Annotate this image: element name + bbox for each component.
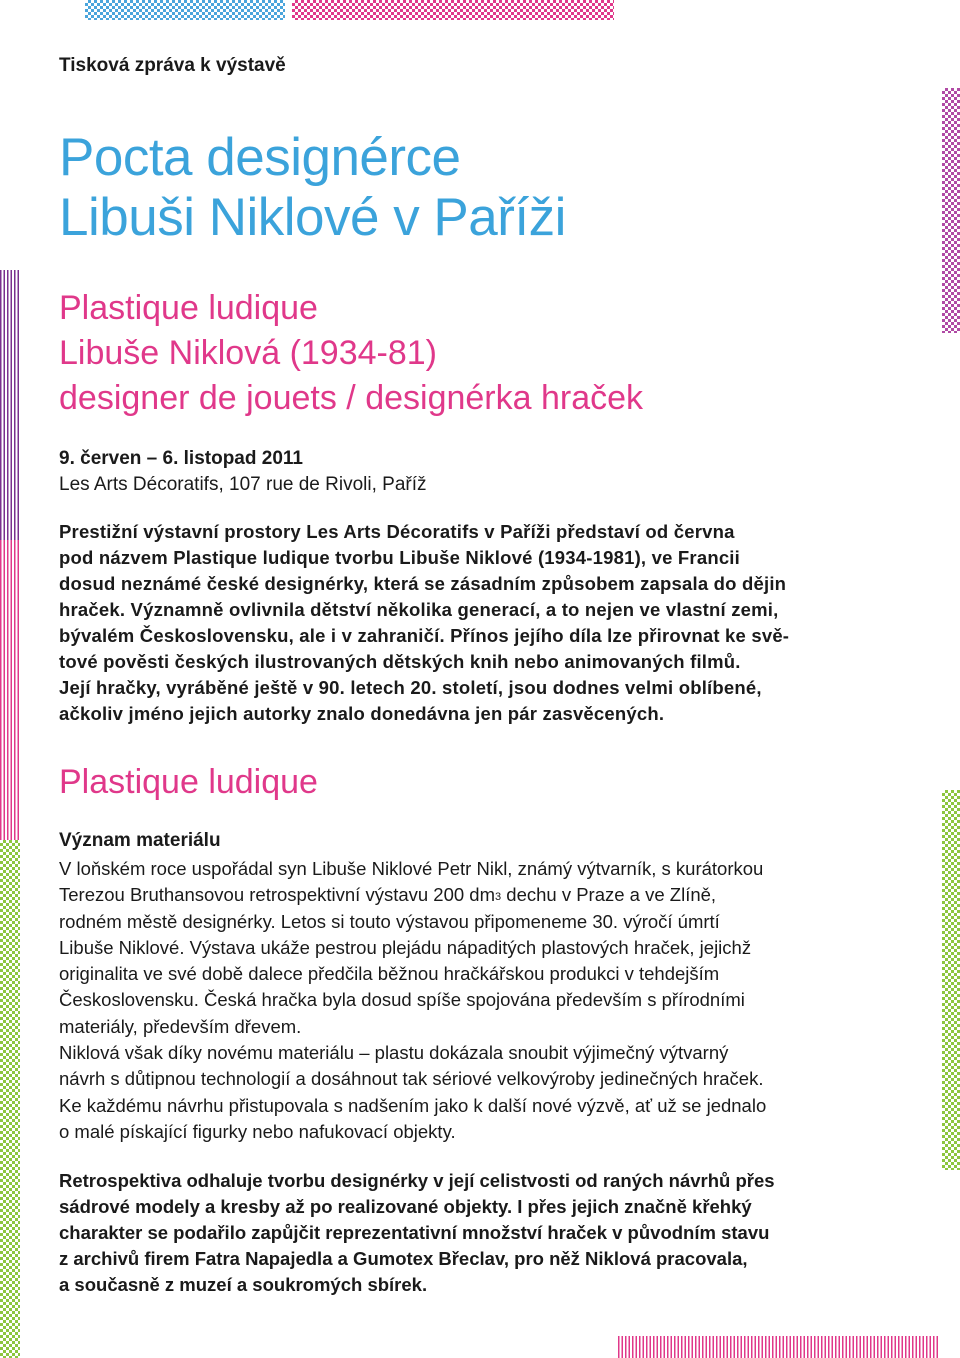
left-green-pattern [0, 840, 20, 1358]
body-line-text: dechu v Praze a ve Zlíně, [501, 884, 717, 906]
body-line: návrh s důtipnou technologií a dosáhnout tak sériové velkovýroby jedinečných hraček. [59, 1068, 764, 1090]
top-blue-pattern [85, 0, 285, 20]
exhibition-venue: Les Arts Décoratifs, 107 rue de Rivoli, Paříž [59, 474, 427, 495]
intro-line: Její hračky, vyráběné ještě v 90. letech 20. století, jsou dodnes velmi oblíbené, [59, 677, 762, 698]
body-line: Československu. Česká hračka byla dosud spíše spojována především s přírodními [59, 989, 745, 1011]
closing-line: Retrospektiva odhaluje tvorbu designérky v její celistvosti od raných návrhů přes [59, 1170, 775, 1191]
subtitle-line: Libuše Niklová (1934-81) [59, 334, 437, 372]
body-paragraph [59, 856, 904, 1145]
intro-paragraph [59, 519, 904, 727]
document-label: Tisková zpráva k výstavě [59, 55, 286, 76]
intro-line: pod názvem Plastique ludique tvorbu Libuše Niklové (1934-1981), ve Francii [59, 547, 740, 568]
section-heading: Plastique ludique [59, 763, 318, 801]
intro-line: hraček. Významně ovlivnila dětství několika generací, a to nejen ve vlastní zemi, [59, 599, 779, 620]
intro-line: bývalém Československu, ale i v zahraničí. Přínos jejího díla lze přirovnat ke svě- [59, 625, 790, 646]
body-line: originalita ve své době dalece předčila běžnou hračkářskou produkci v tehdejším [59, 963, 720, 985]
exhibition-info [59, 446, 427, 498]
body-line: materiály, především dřevem. [59, 1015, 302, 1037]
closing-paragraph [59, 1168, 904, 1298]
left-purple-pattern [0, 270, 20, 540]
closing-line: a současně z muzeí a soukromých sbírek. [59, 1274, 428, 1295]
intro-line: tové pověsti českých ilustrovaných dětských knih nebo animovaných filmů. [59, 651, 741, 672]
title-line: Pocta designérce [59, 128, 461, 187]
body-line: V loňském roce uspořádal syn Libuše Niklové Petr Nikl, známý výtvarník, s kurátorkou [59, 858, 764, 879]
closing-line: charakter se podařilo zapůjčit reprezentativní množství hraček v původním stavu [59, 1222, 770, 1243]
section-subheading: Význam materiálu [59, 830, 221, 851]
exhibition-dates: 9. červen – 6. listopad 2011 [59, 448, 303, 469]
closing-line: z archivů firem Fatra Napajedla a Gumotex Břeclav, pro něž Niklová pracovala, [59, 1248, 748, 1269]
bottom-pink-pattern [618, 1336, 940, 1358]
cubic-superscript: 3 [495, 891, 502, 904]
closing-line: sádrové modely a kresby až po realizované objekty. I přes jejich značně křehký [59, 1196, 752, 1217]
top-pink-pattern [292, 0, 614, 20]
body-line: Libuše Niklové. Výstava ukáže pestrou plejádu nápaditých plastových hraček, jejichž [59, 936, 752, 958]
body-line: o malé pískající figurky nebo nafukovací objekty. [59, 1120, 456, 1142]
subtitle-line: designer de jouets / designérka hraček [59, 379, 644, 417]
body-line: rodném městě designérky. Letos si touto výstavou připomeneme 30. výročí úmrtí [59, 910, 720, 932]
body-line-text: Terezou Bruthansovou retrospektivní výstavu 200 dm [59, 884, 496, 906]
right-green-pattern [942, 790, 960, 1170]
title-line: Libuši Niklové v Paříži [59, 188, 566, 247]
left-pink-pattern [0, 540, 20, 840]
body-line: Ke každému návrhu přistupovala s nadšením jako k další nové výzvě, ať už se jednalo [59, 1094, 767, 1116]
subtitle [59, 286, 643, 421]
body-line [59, 882, 904, 908]
intro-line: Prestižní výstavní prostory Les Arts Décoratifs v Paříži představí od června [59, 521, 735, 542]
body-line: Niklová však díky novému materiálu – plastu dokázala snoubit výjimečný výtvarný [59, 1042, 729, 1064]
intro-line: ačkoliv jméno jejich autorky znalo donedávna jen pár zasvěcených. [59, 703, 665, 724]
subtitle-line: Plastique ludique [59, 289, 318, 327]
page-title [59, 128, 566, 248]
intro-line: dosud neznámé české designérky, která se zásadním způsobem zapsala do dějin [59, 573, 787, 594]
right-purple-pattern [942, 88, 960, 333]
